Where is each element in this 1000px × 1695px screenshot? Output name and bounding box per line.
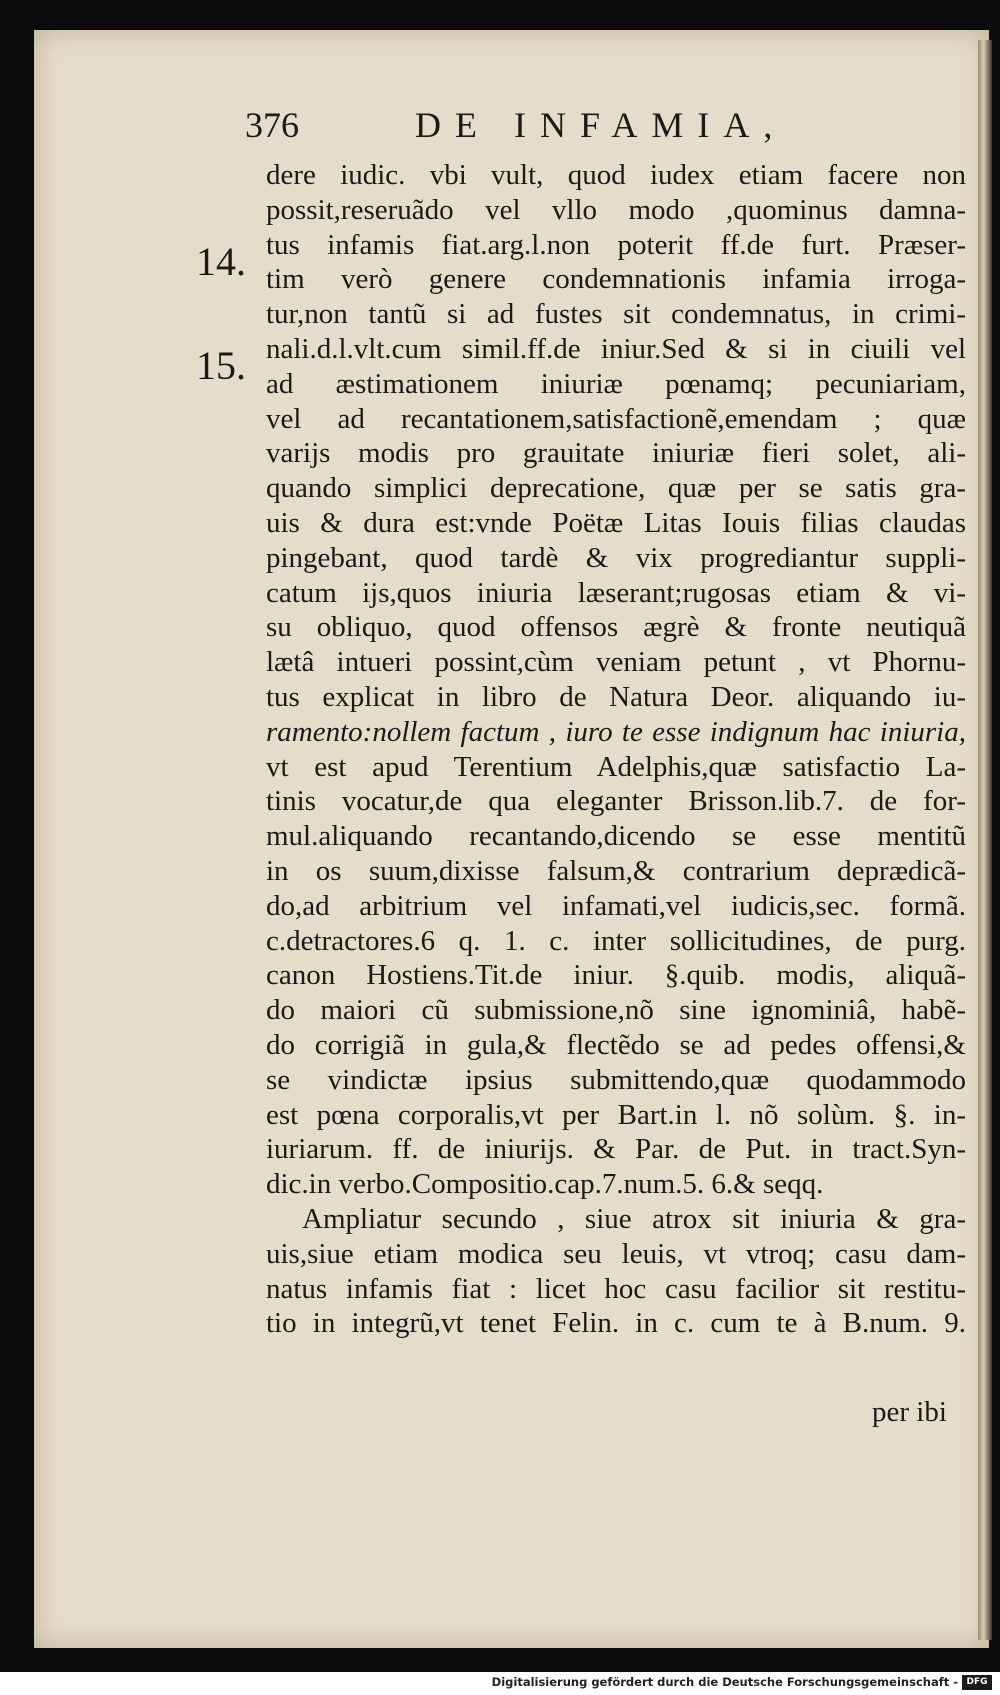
text-line: vt est apud Terentium Adelphis,quæ satisfactio La-: [266, 750, 966, 783]
text-line: iuriarum. ff. de iniurijs. & Par. de Put. in tract.Syn-: [266, 1133, 966, 1166]
text-line: vel ad recantationem,satisfactionẽ,emendam ; quæ: [266, 402, 966, 435]
body-text: [266, 158, 966, 1341]
page-edge: [978, 40, 992, 1640]
text-line: ramento:nollem factum , iuro te esse indignum hac iniuria,: [266, 715, 966, 748]
text-line: tim verò genere condemnationis infamia irroga-: [266, 263, 966, 296]
text-line: Ampliatur secundo , siue atrox sit iniuria & gra-: [302, 1202, 966, 1235]
text-line: tio in integrũ,vt tenet Felin. in c. cum te à B.num. 9.: [266, 1307, 966, 1340]
text-line: mul.aliquando recantando,dicendo se esse mentitũ: [266, 820, 966, 853]
text-line: dic.in verbo.Compositio.cap.7.num.5. 6.& seqq.: [266, 1168, 824, 1201]
text-line: do,ad arbitrium vel infamati,vel iudicis,sec. formã.: [266, 889, 966, 922]
text-line: quando simplici deprecatione, quæ per se satis gra-: [266, 472, 966, 505]
text-line: catum ijs,quos iniuria læserant;rugosas etiam & vi-: [266, 576, 966, 609]
text-line: do corrigiã in gula,& flectẽdo se ad pedes offensi,&: [266, 1028, 966, 1061]
text-line: dere iudic. vbi vult, quod iudex etiam facere non: [266, 159, 966, 191]
text-line: se vindictæ ipsius submittendo,quæ quodammodo: [266, 1063, 966, 1096]
text-line: su obliquo, quod offensos ægrè & fronte neutiquã: [266, 611, 966, 644]
text-line: tinis vocatur,de qua eleganter Brisson.lib.7. de for-: [266, 785, 966, 818]
margin-number: 14.: [196, 239, 246, 284]
text-line: possit,reseruãdo vel vllo modo ,quominus damna-: [266, 193, 966, 226]
text-line: tus explicat in libro de Natura Deor. aliquando iu-: [266, 680, 966, 713]
text-line: tur,non tantũ si ad fustes sit condemnatus, in crimi-: [266, 298, 966, 331]
text-line: ad æstimationem iniuriæ pœnamq; pecuniariam,: [266, 367, 966, 400]
running-head: DE INFAMIA,: [415, 105, 787, 145]
text-line: pingebant, quod tardè & vix progrediantur suppli-: [266, 541, 966, 574]
text-line: canon Hostiens.Tit.de iniur. §.quib. modis, aliquã-: [266, 959, 966, 992]
dfg-logo-icon: DFG: [962, 1675, 992, 1690]
page-header: [245, 104, 965, 158]
text-line: natus infamis fiat : licet hoc casu facilior sit restitu-: [266, 1272, 966, 1305]
text-line: lætâ intueri possint,cùm veniam petunt , vt Phornu-: [266, 646, 966, 679]
margin-number: 15.: [196, 343, 246, 388]
text-line: c.detractores.6 q. 1. c. inter sollicitudines, de purg.: [266, 924, 966, 957]
text-line: nali.d.l.vlt.cum simil.ff.de iniur.Sed & si in ciuili vel: [266, 332, 966, 365]
text-line: est pœna corporalis,vt per Bart.in l. nõ solùm. §. in-: [266, 1098, 966, 1131]
page-number: 376: [245, 105, 299, 145]
footer-bar: [0, 1672, 1000, 1695]
catchword: per ibi: [872, 1396, 947, 1428]
text-line: in os suum,dixisse falsum,& contrarium deprædicã-: [266, 854, 966, 887]
text-line: tus infamis fiat.arg.l.non poterit ff.de furt. Præser-: [266, 228, 966, 261]
text-line: do maiori cũ submissione,nõ sine ignominiâ, habẽ-: [266, 994, 966, 1027]
funding-credit: Digitalisierung gefördert durch die Deutsche Forschungsgemeinschaft -: [491, 1675, 958, 1689]
text-line: uis,siue etiam modica seu leuis, vt vtroq; casu dam-: [266, 1237, 966, 1270]
text-line: varijs modis pro grauitate iniuriæ fieri solet, ali-: [266, 437, 966, 470]
text-line: uis & dura est:vnde Poëtæ Litas Iouis filias claudas: [266, 506, 966, 539]
